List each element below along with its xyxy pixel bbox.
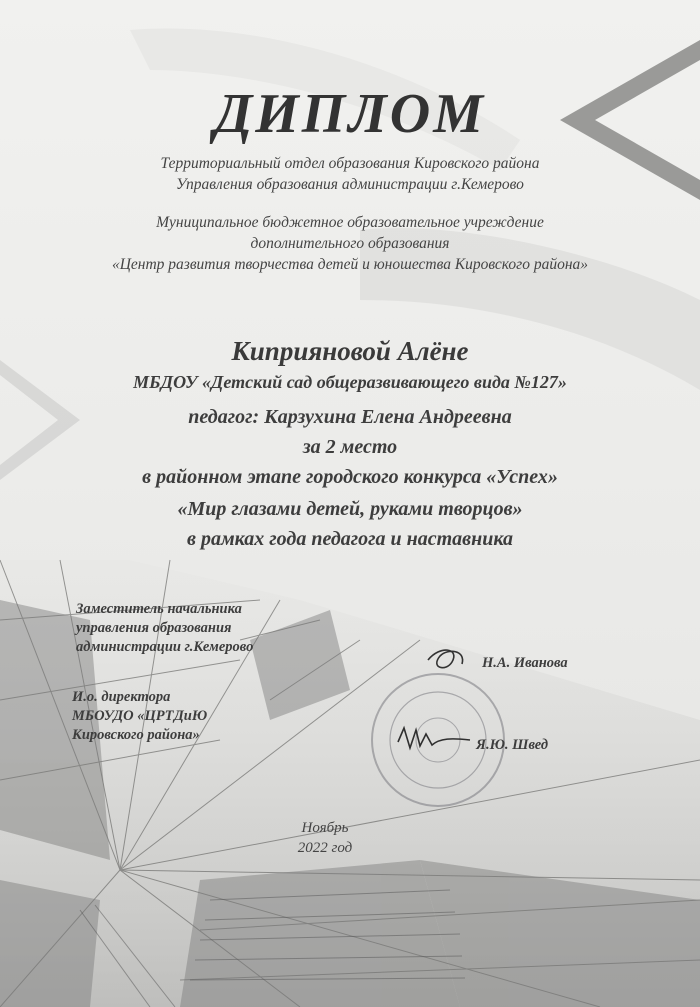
director-title <box>72 688 207 745</box>
deputy-title <box>76 600 253 657</box>
school-line: МБДОУ «Детский сад общеразвивающего вида №127» <box>133 372 567 392</box>
issue-month: Ноябрь <box>301 820 349 836</box>
issue-year: 2022 год <box>297 840 353 856</box>
org-line-1: Муниципальное бюджетное образовательное учреждение <box>156 214 544 231</box>
director-title-line-2: МБОУДО «ЦРТДиЮ <box>72 708 208 724</box>
diploma-title: ДИПЛОМ <box>213 83 487 145</box>
deputy-name: Н.А. Иванова <box>482 655 568 671</box>
org-line-2: дополнительного образования <box>250 235 450 252</box>
director-name: Я.Ю. Швед <box>476 737 549 753</box>
theme-line: «Мир глазами детей, руками творцов» <box>177 498 523 520</box>
year-note-line: в рамках года педагога и наставника <box>187 528 513 550</box>
director-title-line-3: Кировского района» <box>72 727 200 743</box>
issuer-line-2: Управления образования администрации г.Кемерово <box>176 176 524 193</box>
director-title-line-1: И.о. директора <box>72 689 171 705</box>
stage-line: в районном этапе городского конкурса «Успех» <box>142 466 558 488</box>
place-line: за 2 место <box>302 436 398 458</box>
deputy-title-line-2: управления образования <box>76 620 232 636</box>
deputy-title-line-3: администрации г.Кемерово <box>76 639 254 655</box>
org-line-3: «Центр развития творчества детей и юношества Кировского района» <box>111 256 589 273</box>
deputy-title-line-1: Заместитель начальника <box>76 601 242 617</box>
issuer-line-1: Территориальный отдел образования Кировского района <box>160 155 540 172</box>
recipient-name: Киприяновой Алёне <box>231 336 469 366</box>
issue-date <box>270 818 380 858</box>
teacher-line: педагог: Карзухина Елена Андреевна <box>188 406 512 428</box>
